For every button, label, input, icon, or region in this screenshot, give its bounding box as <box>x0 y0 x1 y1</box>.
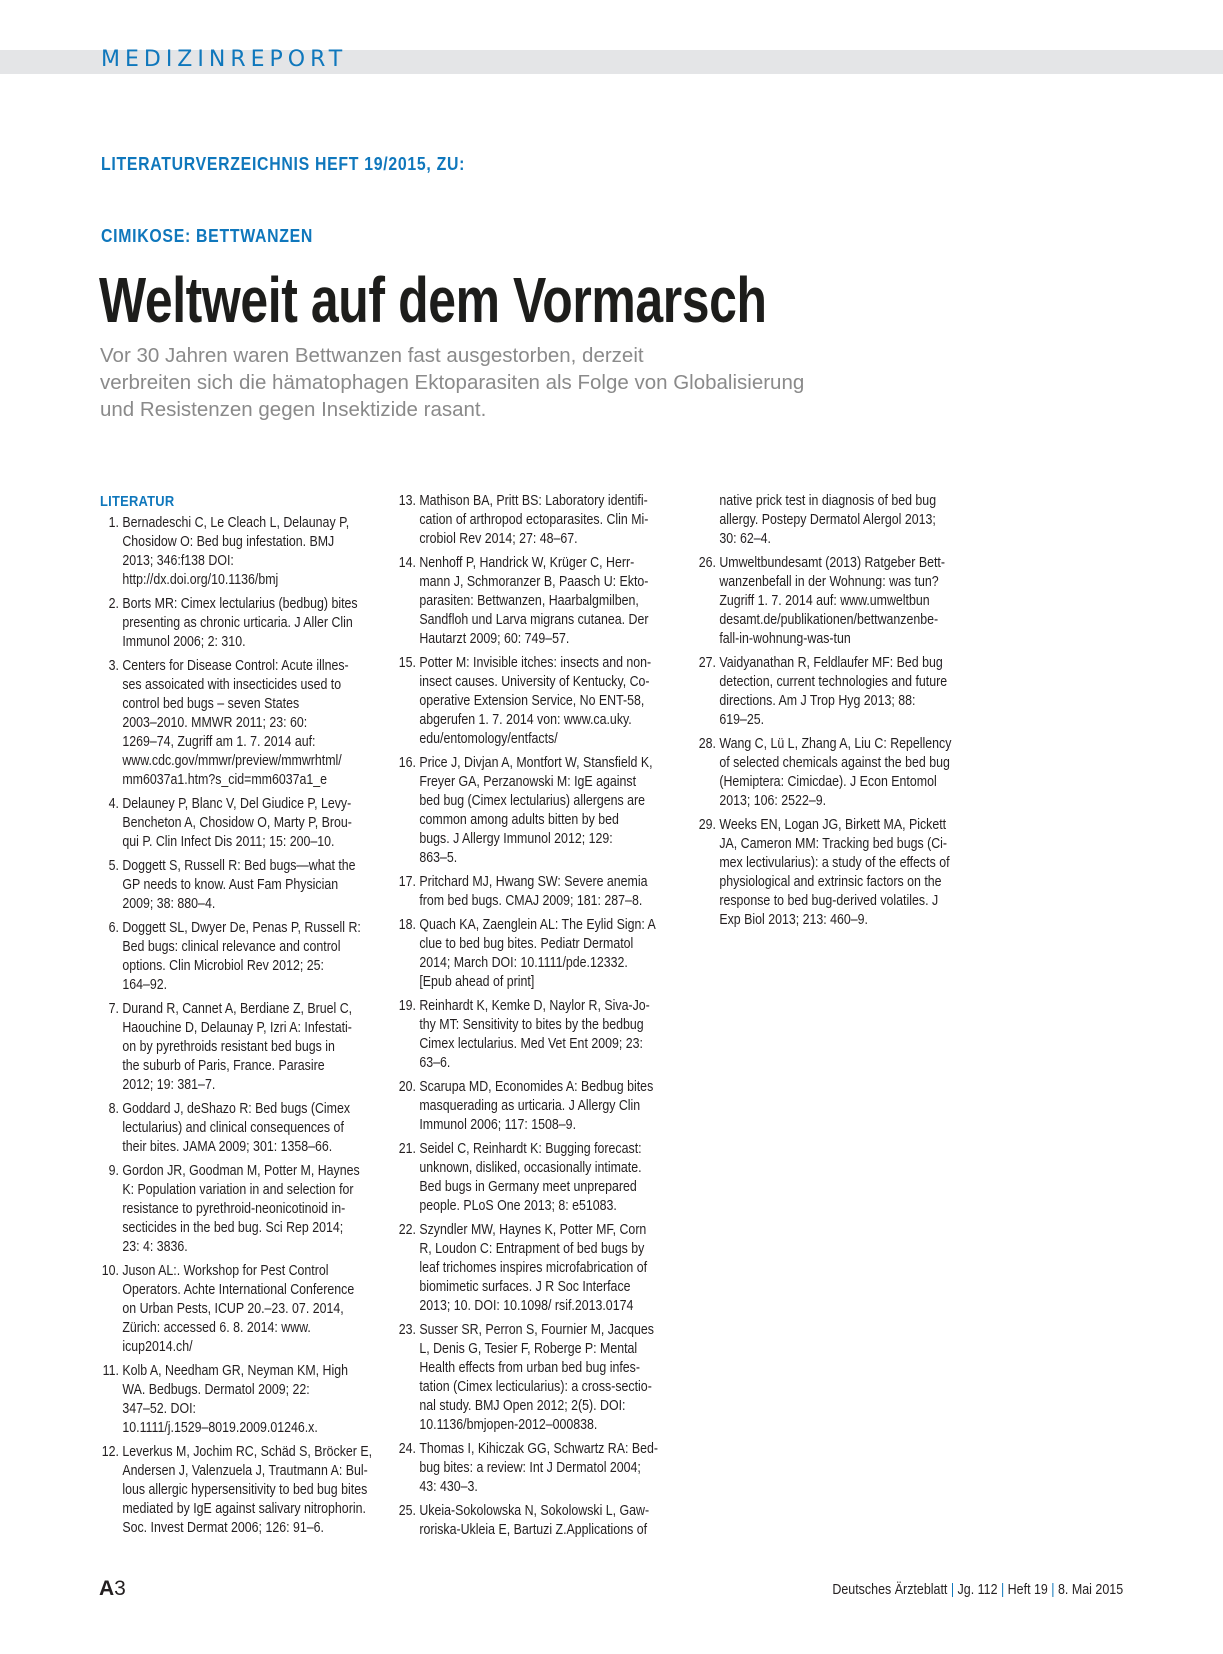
reference-text-line: Delauney P, Blanc V, Del Giudice P, Levy- <box>122 796 352 812</box>
reference-text-line: GP needs to know. Aust Fam Physician <box>122 877 339 893</box>
reference-number: 2. <box>108 596 119 612</box>
reference-text-line: operative Extension Service, No ENT-58, <box>419 693 645 709</box>
reference-text-line: directions. Am J Trop Hyg 2013; 88: <box>719 693 916 709</box>
reference-item <box>100 1000 400 1095</box>
reference-number: 8. <box>108 1101 119 1117</box>
reference-text-line: 2013; 346:f138 DOI: <box>122 553 234 569</box>
reference-text-line: Health effects from urban bed bug infes- <box>419 1360 640 1376</box>
reference-item <box>100 514 400 590</box>
reference-number: 29. <box>698 817 716 833</box>
reference-number: 9. <box>108 1163 119 1179</box>
kicker-literature-index: LITERATURVERZEICHNIS HEFT 19/2015, ZU: <box>101 154 466 174</box>
reference-text-line: Haouchine D, Delaunay P, Izri A: Infestati- <box>122 1020 352 1036</box>
reference-text-line: their bites. JAMA 2009; 301: 1358–66. <box>122 1139 333 1155</box>
reference-text-line: Leverkus M, Jochim RC, Schäd S, Bröcker E, <box>122 1444 373 1460</box>
reference-text-line: Soc. Invest Dermat 2006; 126: 91–6. <box>122 1520 324 1536</box>
reference-number: 20. <box>398 1079 416 1095</box>
reference-text-line: presenting as chronic urticaria. J Aller Clin <box>122 615 353 631</box>
reference-item <box>397 1321 697 1435</box>
reference-text-line: lous allergic hypersensitivity to bed bug bites <box>122 1482 368 1498</box>
reference-text-line: Pritchard MJ, Hwang SW: Severe anemia <box>419 874 648 890</box>
reference-text-line: secticides in the bed bug. Sci Rep 2014; <box>122 1220 344 1236</box>
reference-list-2 <box>397 492 697 1540</box>
kicker-topic: CIMIKOSE: BETTWANZEN <box>101 226 314 246</box>
reference-number: 19. <box>398 998 416 1014</box>
reference-text-line: parasiten: Bettwanzen, Haarbalgmilben, <box>419 593 639 609</box>
reference-text-line: cation of arthropod ectoparasites. Clin Mi- <box>419 512 649 528</box>
reference-number: 22. <box>398 1222 416 1238</box>
reference-number: 16. <box>398 755 416 771</box>
reference-text-line: 10.1136/bmjopen-2012–000838. <box>419 1417 598 1433</box>
reference-text-line: Bed bugs: clinical relevance and control <box>122 939 341 955</box>
reference-text-line: Potter M: Invisible itches: insects and non- <box>419 655 652 671</box>
reference-item <box>100 1162 400 1257</box>
reference-text-line: people. PLoS One 2013; 8: e51083. <box>419 1198 617 1214</box>
reference-item <box>100 595 400 652</box>
reference-text-line: from bed bugs. CMAJ 2009; 181: 287–8. <box>419 893 643 909</box>
reference-number: 10. <box>101 1263 119 1279</box>
reference-item <box>100 795 400 852</box>
reference-text-line: thy MT: Sensitivity to bites by the bedbug <box>419 1017 644 1033</box>
reference-text-line: Wang C, Lü L, Zhang A, Liu C: Repellency <box>719 736 952 752</box>
reference-item <box>397 997 697 1073</box>
reference-item <box>100 919 400 995</box>
reference-item <box>697 816 997 930</box>
reference-text-line: crobiol Rev 2014; 27: 48–67. <box>419 531 578 547</box>
reference-text-line: bug bites: a review: Int J Dermatol 2004; <box>419 1460 641 1476</box>
reference-text-line: abgerufen 1. 7. 2014 von: www.ca.uky. <box>419 712 632 728</box>
reference-text-line: bugs. J Allergy Immunol 2012; 129: <box>419 831 613 847</box>
reference-text-line: Bencheton A, Chosidow O, Marty P, Brou- <box>122 815 352 831</box>
reference-number: 15. <box>398 655 416 671</box>
headline: Weltweit auf dem Vormarsch <box>99 264 767 336</box>
reference-column-2 <box>397 492 697 1545</box>
reference-text-line: Scarupa MD, Economides A: Bedbug bites <box>419 1079 654 1095</box>
reference-text-line: 619–25. <box>719 712 765 728</box>
reference-item <box>397 1440 697 1497</box>
reference-number: 3. <box>108 658 119 674</box>
footer-citation <box>832 1581 1123 1599</box>
reference-text-line: response to bed bug-derived volatiles. J <box>719 893 939 909</box>
reference-text-line: Chosidow O: Bed bug infestation. BMJ <box>122 534 335 550</box>
reference-item <box>397 1221 697 1316</box>
reference-text-line: [Epub ahead of print] <box>419 974 535 990</box>
page-letter: A <box>99 1577 115 1600</box>
reference-item <box>100 857 400 914</box>
reference-number: 28. <box>698 736 716 752</box>
reference-column-3 <box>697 492 997 935</box>
reference-text-line: mann J, Schmoranzer B, Paasch U: Ekto- <box>419 574 649 590</box>
reference-number: 11. <box>102 1363 119 1379</box>
reference-number: 4. <box>108 796 119 812</box>
journal-volume: Jg. 112 <box>957 1582 998 1598</box>
reference-text-line: physiological and extrinsic factors on the <box>719 874 942 890</box>
reference-number: 5. <box>108 858 119 874</box>
reference-number: 27. <box>698 655 716 671</box>
lead-line: und Resistenzen gegen Insektizide rasant. <box>100 398 487 421</box>
section-label: MEDIZINREPORT <box>101 47 348 72</box>
reference-text-line: http://dx.doi.org/10.1136/bmj <box>122 572 279 588</box>
reference-text-line: Juson AL:. Workshop for Pest Control <box>122 1263 329 1279</box>
journal-issue: Heft 19 <box>1007 1582 1048 1598</box>
reference-text-line: 1269–74, Zugriff am 1. 7. 2014 auf: <box>122 734 316 750</box>
reference-text-line: K: Population variation in and selection for <box>122 1182 354 1198</box>
reference-text-line: JA, Cameron MM: Tracking bed bugs (Ci- <box>719 836 948 852</box>
reference-text-line: Vaidyanathan R, Feldlaufer MF: Bed bug <box>719 655 943 671</box>
reference-text-line: Bernadeschi C, Le Cleach L, Delaunay P, <box>122 515 350 531</box>
reference-text-line: Exp Biol 2013; 213: 460–9. <box>719 912 868 928</box>
reference-text-line: 2013; 106: 2522–9. <box>719 793 827 809</box>
reference-text-line: 63–6. <box>419 1055 451 1071</box>
reference-text-line: www.cdc.gov/mmwr/preview/mmwrhtml/ <box>122 753 342 769</box>
footer-separator: | <box>1051 1582 1055 1598</box>
reference-text-line: icup2014.ch/ <box>122 1339 193 1355</box>
reference-text-line: detection, current technologies and future <box>719 674 948 690</box>
reference-text-line: 863–5. <box>419 850 458 866</box>
reference-text-line: 2012; 19: 381–7. <box>122 1077 216 1093</box>
reference-text-line: 2009; 38: 880–4. <box>122 896 216 912</box>
reference-item <box>397 554 697 649</box>
reference-item <box>397 1078 697 1135</box>
reference-text-line: insect causes. University of Kentucky, Co- <box>419 674 650 690</box>
reference-text-line: 43: 430–3. <box>419 1479 478 1495</box>
reference-text-line: WA. Bedbugs. Dermatol 2009; 22: <box>122 1382 310 1398</box>
reference-number: 26. <box>698 555 716 571</box>
reference-item <box>697 735 997 811</box>
reference-text-line: Thomas I, Kihiczak GG, Schwartz RA: Bed- <box>419 1441 659 1457</box>
page-number-value: 3 <box>114 1577 126 1600</box>
reference-item <box>100 657 400 790</box>
reference-number: 1. <box>108 515 119 531</box>
reference-text-line: allergy. Postepy Dermatol Alergol 2013; <box>719 512 936 528</box>
reference-text-line: control bed bugs – seven States <box>122 696 300 712</box>
reference-text-line: L, Denis G, Tesier F, Roberge P: Mental <box>419 1341 638 1357</box>
reference-text-line: Zürich: accessed 6. 8. 2014: www. <box>122 1320 311 1336</box>
reference-text-line: R, Loudon C: Entrapment of bed bugs by <box>419 1241 645 1257</box>
reference-text-line: Freyer GA, Perzanowski M: IgE against <box>419 774 637 790</box>
lead-paragraph <box>100 342 920 423</box>
reference-text-line: 30: 62–4. <box>719 531 771 547</box>
reference-text-line: Price J, Divjan A, Montfort W, Stansfield K, <box>419 755 653 771</box>
reference-item <box>697 554 997 649</box>
reference-text-line: nal study. BMJ Open 2012; 2(5). DOI: <box>419 1398 626 1414</box>
issue-date: 8. Mai 2015 <box>1057 1582 1123 1598</box>
reference-number: 18. <box>398 917 416 933</box>
page-number <box>99 1576 126 1602</box>
reference-text-line: common among adults bitten by bed <box>419 812 619 828</box>
reference-text-line: bed bug (Cimex lectularius) allergens are <box>419 793 645 809</box>
reference-text-line: Hautarzt 2009; 60: 749–57. <box>419 631 570 647</box>
reference-item <box>397 492 697 549</box>
reference-text-line: fall-in-wohnung-was-tun <box>719 631 851 647</box>
reference-number: 7. <box>108 1001 119 1017</box>
reference-text-line: edu/entomology/entfacts/ <box>419 731 558 747</box>
reference-text-line: lectularius) and clinical consequences of <box>122 1120 344 1136</box>
footer-separator: | <box>950 1582 954 1598</box>
reference-text-line: the suburb of Paris, France. Parasire <box>122 1058 325 1074</box>
lead-line: verbreiten sich die hämatophagen Ektoparasiten als Folge von Globalisierung <box>100 371 805 394</box>
reference-item <box>100 1100 400 1157</box>
reference-list-3 <box>697 492 997 930</box>
reference-text-line: Operators. Achte International Conference <box>122 1282 355 1298</box>
reference-text-line: Reinhardt K, Kemke D, Naylor R, Siva-Jo- <box>419 998 650 1014</box>
reference-text-line: roriska-Ukleia E, Bartuzi Z.Applications of <box>419 1522 648 1538</box>
reference-text-line: Szyndler MW, Haynes K, Potter MF, Corn <box>419 1222 647 1238</box>
reference-text-line: Seidel C, Reinhardt K: Bugging forecast: <box>419 1141 642 1157</box>
reference-text-line: desamt.de/publikationen/bettwanzenbe- <box>719 612 939 628</box>
reference-text-line: Doggett SL, Dwyer De, Penas P, Russell R: <box>122 920 361 936</box>
reference-item <box>100 1262 400 1357</box>
reference-number: 21. <box>398 1141 416 1157</box>
reference-text-line: Immunol 2006; 2: 310. <box>122 634 246 650</box>
reference-text-line: (Hemiptera: Cimicdae). J Econ Entomol <box>719 774 937 790</box>
reference-text-line: 23: 4: 3836. <box>122 1239 188 1255</box>
journal-name: Deutsches Ärzteblatt <box>832 1582 948 1598</box>
reference-item <box>100 1362 400 1438</box>
reference-item <box>697 492 997 549</box>
reference-text-line: 347–52. DOI: <box>122 1401 196 1417</box>
reference-item <box>397 654 697 749</box>
reference-number: 12. <box>101 1444 119 1460</box>
reference-text-line: Susser SR, Perron S, Fournier M, Jacques <box>419 1322 654 1338</box>
reference-text-line: Mathison BA, Pritt BS: Laboratory identifi- <box>419 493 648 509</box>
reference-text-line: of selected chemicals against the bed bug <box>719 755 950 771</box>
reference-text-line: masquerading as urticaria. J Allergy Clin <box>419 1098 641 1114</box>
reference-text-line: Durand R, Cannet A, Berdiane Z, Bruel C, <box>122 1001 353 1017</box>
reference-text-line: 2013; 10. DOI: 10.1098/ rsif.2013.0174 <box>419 1298 634 1314</box>
reference-number: 17. <box>398 874 416 890</box>
reference-item <box>697 654 997 730</box>
reference-text-line: wanzenbefall in der Wohnung: was tun? <box>719 574 939 590</box>
reference-text-line: Borts MR: Cimex lectularius (bedbug) bites <box>122 596 358 612</box>
reference-text-line: 164–92. <box>122 977 168 993</box>
reference-text-line: on Urban Pests, ICUP 20.–23. 07. 2014, <box>122 1301 344 1317</box>
reference-text-line: Weeks EN, Logan JG, Birkett MA, Pickett <box>719 817 947 833</box>
reference-item <box>397 873 697 911</box>
reference-text-line: Sandfloh und Larva migrans cutanea. Der <box>419 612 649 628</box>
reference-text-line: on by pyrethroids resistant bed bugs in <box>122 1039 335 1055</box>
reference-text-line: Nenhoff P, Handrick W, Krüger C, Herr- <box>419 555 635 571</box>
reference-text-line: leaf trichomes inspires microfabrication of <box>419 1260 648 1276</box>
reference-number: 24. <box>398 1441 416 1457</box>
reference-number: 23. <box>398 1322 416 1338</box>
reference-text-line: Bed bugs in Germany meet unprepared <box>419 1179 637 1195</box>
reference-text-line: 2014; March DOI: 10.1111/pde.12332. <box>419 955 628 971</box>
reference-number: 6. <box>108 920 119 936</box>
reference-text-line: Andersen J, Valenzuela J, Trautmann A: Bul- <box>122 1463 368 1479</box>
reference-item <box>397 916 697 992</box>
reference-text-line: Goddard J, deShazo R: Bed bugs (Cimex <box>122 1101 351 1117</box>
reference-text-line: clue to bed bug bites. Pediatr Dermatol <box>419 936 634 952</box>
reference-text-line: native prick test in diagnosis of bed bug <box>719 493 937 509</box>
reference-text-line: resistance to pyrethroid-neonicotinoid in- <box>122 1201 346 1217</box>
reference-list-1 <box>100 492 400 1538</box>
reference-text-line: biomimetic surfaces. J R Soc Interface <box>419 1279 631 1295</box>
reference-text-line: mex lectivularius): a study of the effects of <box>719 855 950 871</box>
reference-item <box>397 1502 697 1540</box>
reference-item <box>100 1443 400 1538</box>
reference-text-line: Cimex lectularius. Med Vet Ent 2009; 23: <box>419 1036 643 1052</box>
reference-text-line: Kolb A, Needham GR, Neyman KM, High <box>122 1363 348 1379</box>
reference-text-line: 2003–2010. MMWR 2011; 23: 60: <box>122 715 308 731</box>
reference-text-line: ses assoicated with insecticides used to <box>122 677 342 693</box>
reference-text-line: options. Clin Microbiol Rev 2012; 25: <box>122 958 324 974</box>
reference-text-line: tation (Cimex lecticularius): a cross-sectio- <box>419 1379 652 1395</box>
reference-text-line: Doggett S, Russell R: Bed bugs—what the <box>122 858 356 874</box>
lead-line: Vor 30 Jahren waren Bettwanzen fast ausgestorben, derzeit <box>100 344 644 367</box>
footer-separator: | <box>1000 1582 1005 1598</box>
reference-text-line: 10.1111/j.1529–8019.2009.01246.x. <box>122 1420 318 1436</box>
reference-text-line: Umweltbundesamt (2013) Ratgeber Bett- <box>719 555 945 571</box>
reference-text-line: unknown, disliked, occasionally intimate. <box>419 1160 642 1176</box>
reference-text-line: Ukeia-Sokolowska N, Sokolowski L, Gaw- <box>419 1503 650 1519</box>
reference-number: 25. <box>398 1503 416 1519</box>
literature-heading: LITERATUR <box>100 493 175 510</box>
reference-item <box>397 1140 697 1216</box>
reference-text-line: Quach KA, Zaenglein AL: The Eylid Sign: A <box>419 917 656 933</box>
reference-text-line: Immunol 2006; 117: 1508–9. <box>419 1117 577 1133</box>
reference-text-line: Zugriff 1. 7. 2014 auf: www.umweltbun <box>719 593 930 609</box>
reference-column-1 <box>100 492 400 1543</box>
reference-text-line: Centers for Disease Control: Acute illnes- <box>122 658 349 674</box>
reference-text-line: mm6037a1.htm?s_cid=mm6037a1_e <box>122 772 328 788</box>
reference-text-line: mediated by IgE against salivary nitrophorin. <box>122 1501 366 1517</box>
reference-text-line: Gordon JR, Goodman M, Potter M, Haynes <box>122 1163 360 1179</box>
reference-number: 13. <box>398 493 416 509</box>
reference-text-line: qui P. Clin Infect Dis 2011; 15: 200–10. <box>122 834 335 850</box>
reference-item <box>397 754 697 868</box>
reference-number: 14. <box>398 555 416 571</box>
